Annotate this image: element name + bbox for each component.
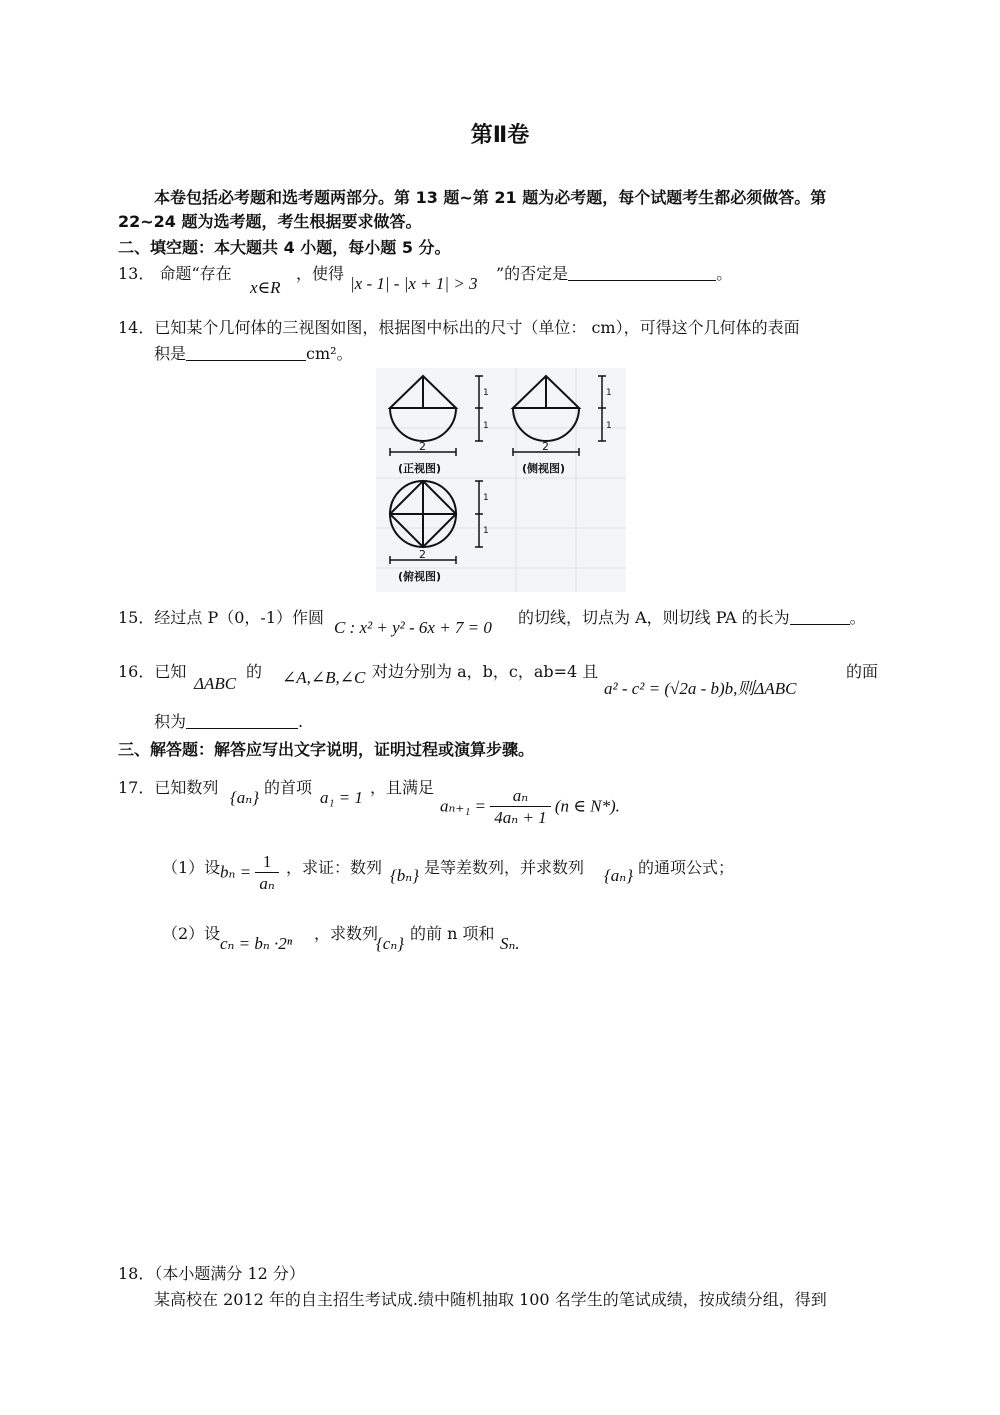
question-13	[118, 262, 232, 286]
front-view	[390, 376, 456, 441]
q17-sub2-text-b: ，求数列	[314, 924, 379, 943]
q14-line-2	[154, 342, 353, 366]
question-14	[118, 316, 800, 340]
q17-sub2-cn: {cₙ}	[376, 934, 405, 953]
top-dim-1b: 1	[483, 526, 489, 536]
q17-sub1-lhs: bₙ =	[220, 862, 252, 882]
three-view-figure	[376, 368, 626, 592]
top-view	[390, 481, 456, 547]
front-dim-1b: 1	[483, 421, 489, 431]
q16-end: .	[298, 712, 304, 731]
q15-text-b	[518, 606, 866, 630]
q17-sub1-definition	[220, 852, 279, 895]
q17-rec-condition: (n ∈ N*).	[554, 796, 620, 816]
side-dim-1a: 1	[606, 388, 612, 398]
question-text: 已知某个几何体的三视图如图，根据图中标出的尺寸（单位： cm），可得这个几何体的表面	[154, 318, 800, 337]
q17-sub1-prefix: （1）设	[162, 858, 221, 877]
q17-sub1-numerator: 1	[255, 852, 278, 873]
q13-math-inequality: |x - 1| - |x + 1| > 3	[350, 274, 478, 293]
answer-blank	[186, 344, 306, 361]
q13-text-c	[496, 262, 732, 286]
question-number: 18．	[118, 1264, 155, 1283]
q15-math-circle: C : x² + y² - 6x + 7 = 0	[334, 618, 492, 637]
side-dim-2: 2	[542, 440, 549, 453]
front-dim-1a: 1	[483, 388, 489, 398]
q17-sub2-definition: cₙ = bₙ ·2ⁿ	[220, 934, 293, 953]
intro-line-2: 22~24 题为选考题，考生根据要求做答。	[118, 212, 422, 231]
question-text: 命题“存在	[159, 264, 232, 283]
q17-text-c: ，且满足	[370, 778, 435, 797]
question-text: 经过点 P（0，-1）作圆	[154, 608, 324, 627]
q17-math-an: {aₙ}	[230, 788, 259, 807]
q17-rec-lhs: aₙ₊₁ =	[440, 796, 486, 816]
answer-blank	[790, 608, 850, 625]
q17-rec-denominator: 4aₙ + 1	[494, 808, 547, 827]
q17-sub1-text-c: 是等差数列，并求数列	[424, 858, 585, 877]
q13-end: 。	[716, 264, 733, 283]
q15-end: 。	[849, 608, 866, 627]
q17-text-b: 的首项	[264, 778, 313, 797]
q14-line2-text: 积是	[154, 344, 187, 363]
q13-text-c-label: ”的否定是	[496, 264, 569, 283]
q17-sub1-an: {aₙ}	[604, 866, 633, 885]
question-text: 已知	[154, 662, 187, 681]
question-number: 16．	[118, 662, 155, 681]
q17-rec-fraction	[490, 786, 550, 829]
answer-blank	[186, 712, 298, 729]
q16-line2-text: 积为	[154, 712, 187, 731]
part3-header: 三、解答题：解答应写出文字说明，证明过程或演算步骤。	[118, 740, 535, 759]
question-15	[118, 606, 324, 630]
answer-blank	[568, 264, 716, 281]
top-view-label: (俯视图)	[398, 570, 442, 583]
question-header: （本小题满分 12 分）	[154, 1264, 305, 1283]
q17-sub2-sn: Sₙ.	[500, 934, 520, 953]
question-text: 已知数列	[154, 778, 219, 797]
question-18	[118, 1262, 305, 1286]
top-dim-2: 2	[419, 548, 426, 561]
q17-sub1-denominator: aₙ	[259, 874, 275, 893]
section-title: 第Ⅱ卷	[470, 123, 530, 148]
q17-math-a1: a₁ = 1	[320, 788, 363, 807]
q17-sub1-text-d: 的通项公式；	[638, 858, 735, 877]
q16-text-b: 的	[246, 662, 263, 681]
q17-recurrence	[440, 786, 620, 829]
q17-sub2-text-c: 的前 n 项和	[410, 924, 495, 943]
q17-sub1-text-b: ，求证：数列	[286, 858, 383, 877]
three-view-drawing	[376, 368, 626, 592]
q16-text-d: 的面	[846, 662, 879, 681]
top-dim-1a: 1	[483, 493, 489, 503]
q17-rec-numerator: aₙ	[490, 786, 550, 807]
side-view-label: (侧视图)	[522, 462, 566, 475]
q16-text-c: 对边分别为 a，b，c，ab=4 且	[372, 662, 599, 681]
q16-math-angles: ∠A,∠B,∠C	[282, 668, 366, 687]
side-dim-1b: 1	[606, 421, 612, 431]
part2-header: 二、填空题：本大题共 4 小题，每小题 5 分。	[118, 238, 451, 257]
q15-text-b-label: 的切线，切点为 A，则切线 PA 的长为	[518, 608, 790, 627]
front-view-label: (正视图)	[398, 462, 442, 475]
question-number: 15．	[118, 608, 155, 627]
q17-sub1-fraction	[255, 852, 278, 895]
q14-unit: cm²。	[306, 344, 353, 363]
question-number: 13．	[118, 264, 155, 283]
q17-sub2-prefix: （2）设	[162, 924, 221, 943]
question-number: 17．	[118, 778, 155, 797]
background-grid	[376, 368, 626, 592]
q16-line-2	[154, 710, 303, 734]
question-number: 14．	[118, 318, 155, 337]
question-17	[118, 776, 218, 800]
q18-line-1: 某高校在 2012 年的自主招生考试成.绩中随机抽取 100 名学生的笔试成绩，按成绩分组，得到	[154, 1290, 827, 1309]
q13-math-x: x∈R	[250, 278, 281, 297]
side-view	[513, 376, 579, 441]
question-16	[118, 660, 186, 684]
q13-text-b: ，使得	[296, 264, 345, 283]
q16-math-equation: a² - c² = (√2a - b)b,则ΔABC	[604, 679, 797, 698]
q17-sub1-bn: {bₙ}	[390, 866, 419, 885]
front-dim-2: 2	[419, 440, 426, 453]
intro-line-1: 本卷包括必考题和选考题两部分。第 13 题~第 21 题为必考题，每个试题考生都必须做答。第	[154, 188, 827, 207]
q16-math-triangle: ΔABC	[194, 674, 237, 693]
